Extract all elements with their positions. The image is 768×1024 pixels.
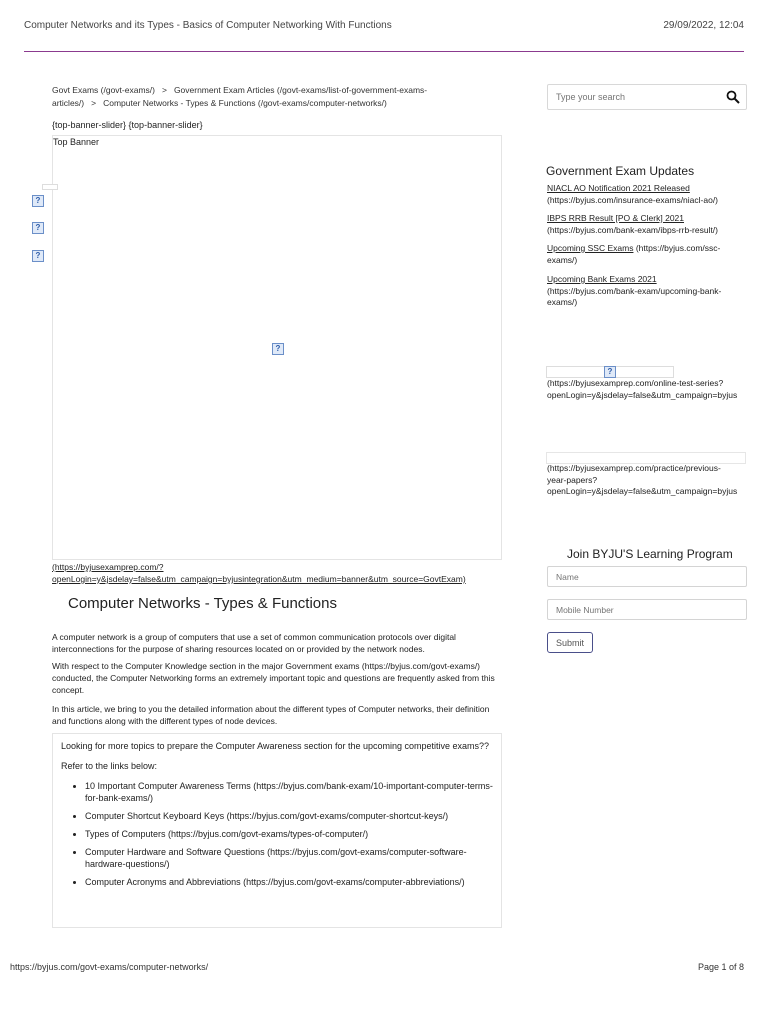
search-input[interactable]: [548, 85, 708, 109]
top-banner-title: Top Banner: [53, 137, 100, 147]
banner-link-line2[interactable]: openLogin=y&jsdelay=false&utm_campaign=byjusintegration&utm_medium=banner&utm_source=GovtExam): [52, 574, 466, 584]
update-item[interactable]: [547, 274, 747, 309]
related-topics-box: [52, 733, 502, 928]
update-item[interactable]: [547, 183, 747, 206]
breadcrumb-separator: >: [91, 97, 97, 108]
update-item[interactable]: [547, 213, 747, 236]
updates-heading: Government Exam Updates: [546, 164, 695, 178]
article-paragraph: In this article, we bring to you the detailed information about the different types of Computer networks, their definition and functions along with the different types of node devices.: [52, 704, 490, 726]
update-item[interactable]: [547, 243, 747, 266]
breadcrumb: [52, 84, 492, 109]
promo-link-line[interactable]: year-papers?: [547, 474, 598, 485]
breadcrumb-current[interactable]: Computer Networks - Types & Functions (/govt-exams/computer-networks/): [103, 97, 387, 108]
join-program-heading: Join BYJU'S Learning Program: [567, 547, 733, 561]
print-page-number: Page 1 of 8: [697, 962, 744, 972]
print-page-title: Computer Networks and its Types - Basics of Computer Networking With Functions: [24, 20, 392, 31]
related-link[interactable]: • Computer Shortcut Keyboard Keys (https://byjus.com/govt-exams/computer-shortcut-keys/): [85, 810, 493, 822]
broken-image-icon: ?: [604, 366, 616, 378]
banner-placeholder-box: [42, 184, 58, 190]
promo-link-line[interactable]: (https://byjusexamprep.com/practice/previous-: [547, 463, 721, 473]
callout-refer: Refer to the links below:: [61, 761, 158, 771]
callout-intro: Looking for more topics to prepare the Computer Awareness section for the upcoming competitive exams??: [61, 741, 490, 751]
update-url[interactable]: (https://byjus.com/bank-exam/upcoming-bank-exams/): [547, 285, 722, 307]
broken-image-icon: ?: [32, 250, 44, 262]
related-link[interactable]: • Types of Computers (https://byjus.com/govt-exams/types-of-computer/): [85, 828, 493, 840]
promo-link-line[interactable]: openLogin=y&jsdelay=false&utm_campaign=byjus: [547, 389, 738, 400]
breadcrumb-exam-articles[interactable]: Government Exam Articles (/govt-exams/list-of-government-exams-: [173, 85, 428, 95]
related-link[interactable]: • 10 Important Computer Awareness Terms (https://byjus.com/bank-exam/10-important-computer-terms-for-bank-exams/): [85, 780, 493, 804]
broken-image-icon: ?: [272, 343, 284, 355]
search-icon[interactable]: [726, 90, 740, 104]
related-links-list: [85, 780, 493, 888]
breadcrumb-govt-exams[interactable]: Govt Exams (/govt-exams/): [52, 85, 155, 95]
update-url[interactable]: (https://byjus.com/insurance-exams/niacl-ao/): [547, 194, 719, 205]
banner-link-line1[interactable]: (https://byjusexamprep.com/?: [52, 562, 164, 572]
related-link[interactable]: • Computer Hardware and Software Questions (https://byjus.com/govt-exams/computer-software-hardware-questions/): [85, 846, 493, 870]
banner-link[interactable]: [52, 561, 512, 585]
breadcrumb-separator: >: [161, 85, 167, 95]
print-footer-url: https://byjus.com/govt-exams/computer-networks/: [10, 962, 209, 972]
promo-link-line[interactable]: openLogin=y&jsdelay=false&utm_campaign=byjus: [547, 486, 738, 496]
related-link[interactable]: • Computer Acronyms and Abbreviations (https://byjus.com/govt-exams/computer-abbreviations/): [85, 876, 493, 888]
promo-link[interactable]: [547, 378, 747, 401]
update-link[interactable]: Upcoming Bank Exams 2021: [547, 274, 657, 284]
name-field[interactable]: [547, 566, 747, 587]
search-box: [547, 84, 747, 110]
promo-link-line[interactable]: (https://byjusexamprep.com/online-test-series?: [547, 378, 724, 388]
mobile-number-field[interactable]: [547, 599, 747, 620]
article-paragraph: A computer network is a group of computers that use a set of common communication protocols over digital interconnections for the purpose of sharing resources located on or provided by the network nodes.: [52, 632, 456, 654]
article-paragraph: With respect to the Computer Knowledge section in the major Government exams (https://byjus.com/govt-exams/) conducted, the Computer Networking forms an extremely important topic and questions are frequently asked from this concept.: [52, 661, 495, 695]
breadcrumb-exam-articles-cont[interactable]: articles/): [52, 97, 85, 108]
update-link[interactable]: Upcoming SSC Exams: [547, 243, 634, 253]
update-url[interactable]: (https://byjus.com/ssc-exams/): [547, 243, 721, 265]
banner-slider-label: {top-banner-slider} {top-banner-slider}: [52, 120, 203, 130]
update-link[interactable]: IBPS RRB Result [PO & Clerk] 2021: [547, 213, 684, 223]
print-datetime: 29/09/2022, 12:04: [663, 20, 744, 31]
article-heading: Computer Networks - Types & Functions: [68, 595, 337, 612]
promo-link[interactable]: [547, 463, 747, 498]
update-link[interactable]: NIACL AO Notification 2021 Released: [547, 183, 690, 193]
broken-image-icon: ?: [32, 195, 44, 207]
header-divider: [24, 51, 744, 52]
update-url[interactable]: (https://byjus.com/bank-exam/ibps-rrb-result/): [547, 224, 718, 235]
submit-button[interactable]: Submit: [547, 632, 593, 653]
broken-image-icon: ?: [32, 222, 44, 234]
